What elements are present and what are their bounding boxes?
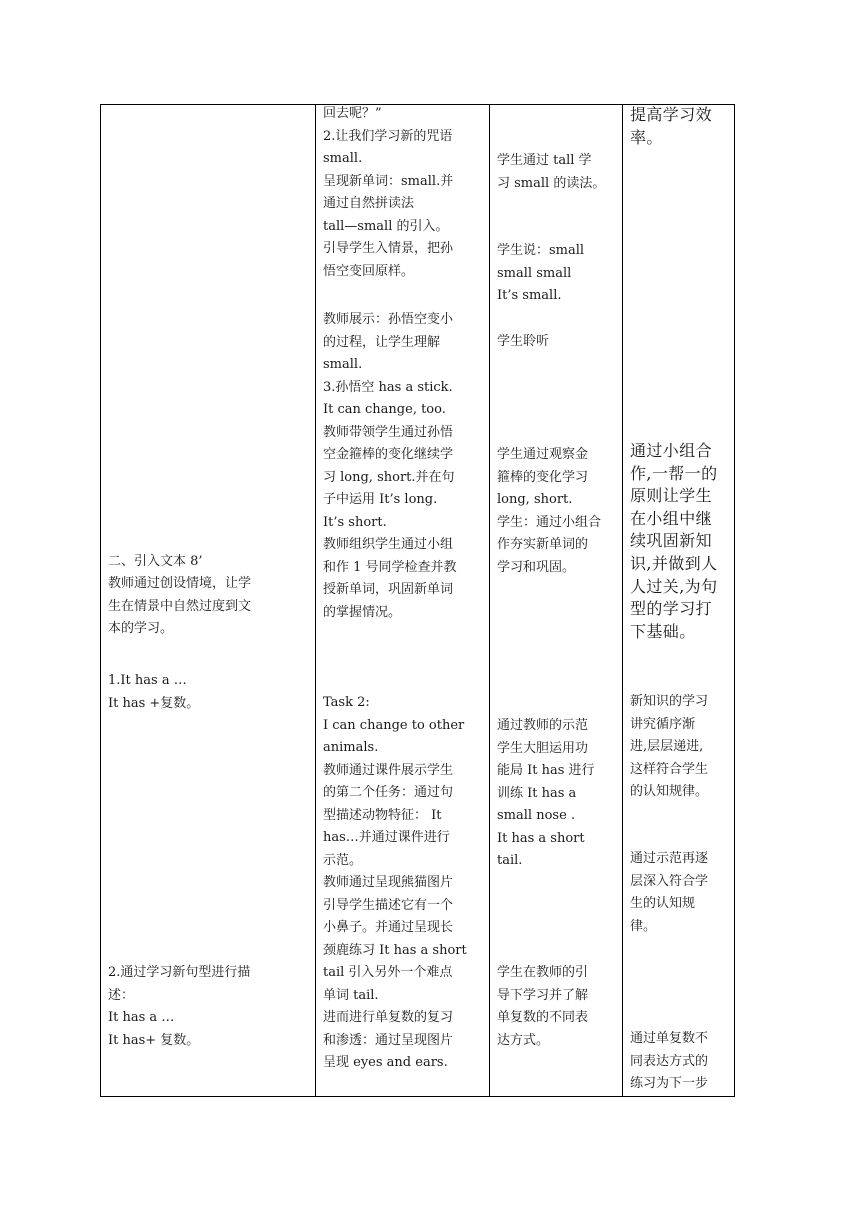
text-line: 引导学生描述它有一个 — [323, 897, 454, 913]
text-line: 教师通过呈现熊猫图片 — [323, 875, 454, 890]
text-line: 律。 — [630, 918, 657, 934]
text-line: 子中运用 It’s long. — [323, 492, 438, 507]
design-intent-block — [630, 691, 708, 804]
student-activity-block — [497, 715, 595, 873]
text-line: 单词 tail. — [323, 987, 379, 1003]
text-line: small small — [497, 265, 572, 281]
text-line: 空金箍棒的变化继续学 — [323, 447, 454, 462]
text-line: 回去呢？” — [323, 106, 382, 121]
text-line: 教师通过创设情境，让学 — [108, 576, 252, 591]
text-line: 学生通过观察金 — [497, 447, 589, 462]
text-line: 习 small 的读法。 — [497, 175, 606, 191]
text-line: It’s small. — [497, 288, 562, 303]
text-line: 原则让学生 — [630, 486, 713, 506]
text-line: 教师组织学生通过小组 — [323, 537, 454, 552]
text-line: 通过教师的示范 — [497, 718, 589, 733]
text-line: 型的学习打 — [630, 599, 713, 619]
text-line: 述： — [108, 987, 135, 1003]
text-line: tall—small 的引入。 — [323, 218, 449, 234]
text-line: 呈现新单词：small.并 — [323, 173, 454, 189]
text-line: 颈鹿练习 It has a short — [323, 942, 467, 958]
text-line: 生的认知规 — [630, 896, 696, 912]
text-line: 讲究循序渐 — [630, 716, 696, 732]
text-line: I can change to other — [323, 717, 465, 733]
text-line: 本的学习。 — [108, 621, 174, 636]
text-line: 生在情景中自然过度到文 — [108, 598, 252, 614]
text-line: 学生：通过小组合 — [497, 514, 602, 530]
text-line: small. — [323, 357, 363, 372]
text-line: 进而进行单复数的复习 — [323, 1010, 454, 1025]
teacher-activity-block — [323, 103, 453, 283]
text-line: 达方式。 — [497, 1032, 550, 1048]
text-line: 2.让我们学习新的咒语 — [323, 128, 453, 144]
teacher-activity-block — [323, 692, 467, 1075]
text-line: 1.It has a … — [108, 673, 187, 688]
design-intent-block — [630, 848, 708, 938]
text-line: Task 2: — [323, 695, 370, 710]
text-line: 2.通过学习新句型进行描 — [108, 965, 251, 980]
text-line: 这样符合学生 — [630, 761, 709, 777]
text-line: 小鼻子。并通过呈现长 — [323, 920, 454, 935]
lesson-plan-table — [100, 104, 735, 1097]
text-line: 学生通过 tall 学 — [497, 153, 592, 168]
text-line: 的掌握情况。 — [323, 604, 402, 620]
student-activity-block — [497, 240, 584, 308]
text-line: 训练 It has a — [497, 785, 577, 801]
text-line: 学习和巩固。 — [497, 559, 576, 575]
text-line: 进,层层递进, — [630, 739, 704, 755]
text-line: 提高学习效 — [630, 105, 713, 124]
text-line: 同表达方式的 — [630, 1053, 709, 1069]
text-line: 箍棒的变化学习 — [497, 469, 589, 485]
text-line: 的第二个任务：通过句 — [323, 785, 454, 800]
teacher-activity-block — [323, 309, 457, 624]
text-line: 悟空变回原样。 — [323, 263, 415, 279]
text-line: 习 long, short.并在句 — [323, 469, 455, 485]
text-line: 呈现 eyes and ears. — [323, 1055, 448, 1070]
text-line: 作夯实新单词的 — [497, 537, 589, 552]
student-activity-block — [497, 150, 605, 195]
text-line: 学生说：small — [497, 243, 585, 258]
student-activity-block — [497, 331, 549, 354]
text-line: 教师通过课件展示学生 — [323, 762, 454, 778]
column-divider — [489, 105, 490, 1096]
text-line: 和渗透：通过呈现图片 — [323, 1032, 454, 1048]
text-line: small nose . — [497, 808, 576, 823]
text-line: It has +复数。 — [108, 695, 200, 711]
text-line: It has a … — [108, 1010, 175, 1025]
text-line: has…并通过课件进行 — [323, 830, 450, 845]
text-line: tail. — [497, 853, 523, 868]
text-line: 引导学生入情景，把孙 — [323, 241, 454, 256]
text-line: 通过自然拼读法 — [323, 196, 415, 211]
student-activity-block — [497, 444, 601, 579]
student-activity-block — [497, 962, 588, 1052]
text-line: animals. — [323, 740, 379, 755]
text-line: It has a short — [497, 830, 585, 846]
text-line: 在小组中继 — [630, 508, 713, 528]
text-line: 通过单复数不 — [630, 1031, 709, 1046]
text-line: 通过示范再逐 — [630, 851, 709, 866]
text-line: 3.孙悟空 has a stick. — [323, 379, 453, 395]
text-line: 导下学习并了解 — [497, 987, 589, 1003]
text-line: 示范。 — [323, 852, 363, 868]
step-item-1 — [108, 670, 199, 715]
text-line: 下基础。 — [630, 621, 696, 641]
text-line: It can change, too. — [323, 402, 446, 417]
text-line: It’s short. — [323, 514, 387, 530]
text-line: 能局 It has 进行 — [497, 763, 595, 778]
design-intent-block — [630, 440, 718, 643]
column-divider — [622, 105, 623, 1096]
text-line: 学生大胆运用功 — [497, 740, 589, 756]
text-line: 和作 1 号同学检查并教 — [323, 559, 457, 575]
text-line: 教师带领学生通过孙悟 — [323, 424, 454, 440]
text-line: 作,一帮一的 — [630, 463, 718, 483]
text-line: small. — [323, 151, 363, 166]
text-line: 层深入符合学 — [630, 873, 709, 889]
design-intent-block — [630, 104, 712, 149]
text-line: 教师展示：孙悟空变小 — [323, 312, 454, 327]
text-line: 的认知规律。 — [630, 784, 709, 800]
text-line: 授新单词，巩固新单词 — [323, 582, 454, 597]
text-line: 通过小组合 — [630, 441, 713, 460]
text-line: 续巩固新知 — [630, 531, 713, 551]
text-line: 率。 — [630, 127, 663, 147]
design-intent-block — [630, 1028, 708, 1096]
text-line: It has+ 复数。 — [108, 1032, 200, 1048]
text-line: tail 引入另外一个难点 — [323, 965, 453, 980]
text-line: 识,并做到人 — [630, 553, 718, 573]
text-line: 学生在教师的引 — [497, 965, 589, 980]
text-line: 学生聆听 — [497, 334, 550, 349]
section-intro — [108, 573, 251, 641]
step-item-2 — [108, 962, 250, 1052]
text-line: 人过关,为句 — [630, 576, 718, 596]
column-divider — [315, 105, 316, 1096]
text-line: 新知识的学习 — [630, 694, 709, 709]
section-title: 二、引入文本 8’ — [108, 554, 203, 569]
text-line: 练习为下一步 — [630, 1076, 709, 1092]
text-line: 型描述动物特征： It — [323, 807, 442, 823]
text-line: long, short. — [497, 492, 573, 507]
text-line: 单复数的不同表 — [497, 1010, 589, 1025]
text-line: 的过程，让学生理解 — [323, 334, 441, 350]
